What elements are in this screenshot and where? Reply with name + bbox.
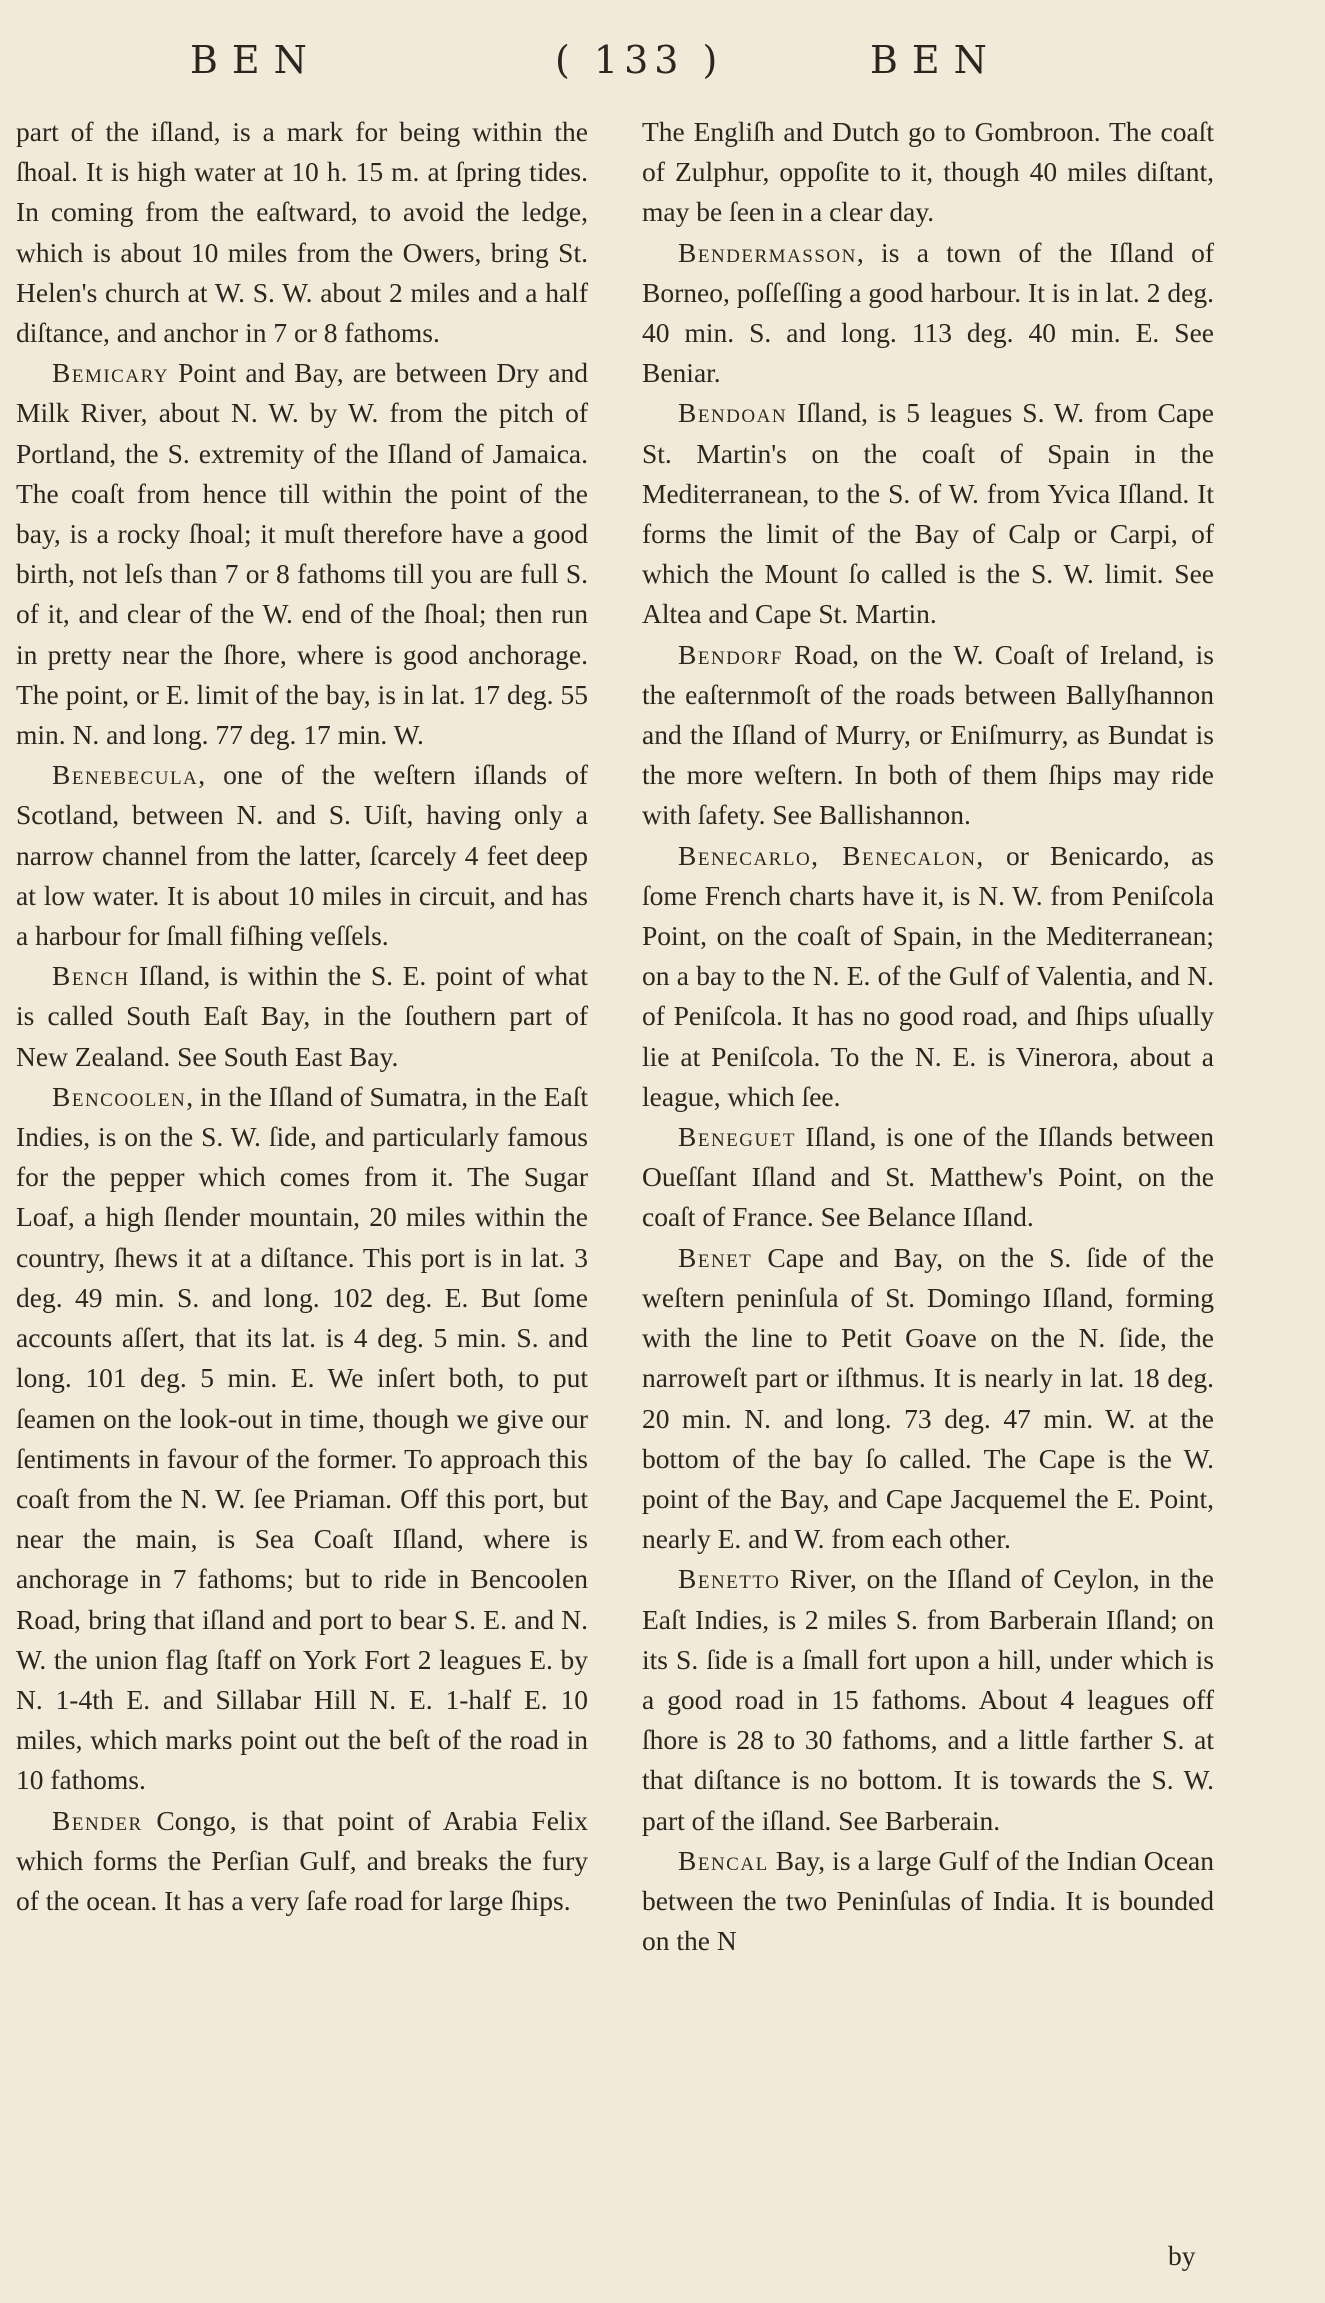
header-right-word: BEN — [870, 38, 1001, 82]
headword: Benebecula — [52, 759, 199, 791]
entry-bendorf: Bendorf Road, on the W. Coaſt of Ireland, is the eaſternmoſt of the roads between Ballyſhannon and the Iſland of Murry, or Eniſmurry, as Bundat is the more weſtern. In both of them ſhips may ride with ſafety. See Ballishannon. — [642, 638, 1214, 831]
entry-bendermasson: Bendermasson, is a town of the Iſland of Borneo, poſſeſſing a good harbour. It is in lat. 2 deg. 40 min. S. and long. 113 deg. 40 min. E. See Beniar. — [642, 236, 1214, 389]
entry-bench: Bench Iſland, is within the S. E. point of what is called South Eaſt Bay, in the ſouthern part of New Zealand. See South East Bay. — [16, 960, 588, 1072]
headword: Bendorf — [678, 638, 783, 670]
headword: Benecarlo, Benecalon, — [678, 839, 985, 871]
headword: Beneguet — [678, 1121, 796, 1153]
headword: Benet — [678, 1241, 753, 1273]
right-column — [642, 112, 1214, 1961]
headword: Benetto — [678, 1563, 781, 1595]
headword: Bender — [52, 1804, 143, 1836]
entry-bencoolen: Bencoolen, in the Iſland of Sumatra, in the Eaſt Indies, is on the S. W. ſide, and particularly famous for the pepper which comes from it. The Sugar Loaf, a high ſlender mountain, 20 miles within the country, ſhews it at a diſtance. This port is in lat. 3 deg. 49 min. S. and long. 102 deg. E. But ſome accounts aſſert, that its lat. is 4 deg. 5 min. S. and long. 101 deg. 5 min. E. We inſert both, to put ſeamen on the look-out in time, though we give our ſentiments in favour of the former. To approach this coaſt from the N. W. ſee Priaman. Off this port, but near the main, is Sea Coaſt Iſland, where is anchorage in 7 fathoms; but to ride in Bencoolen Road, bring that iſland and port to bear S. E. and N. W. the union flag ſtaff on York Fort 2 leagues E. by N. 1-4th E. and Sillabar Hill N. E. 1-half E. 10 miles, which marks point out the beſt of the road in 10 fathoms. — [16, 1080, 588, 1796]
entry-bender: Bender Congo, is that point of Arabia Felix which forms the Perſian Gulf, and breaks the fury of the ocean. It has a very ſafe road for large ſhips. — [16, 1804, 588, 1916]
catchword: by — [1168, 2240, 1196, 2271]
entry-bendoan: Bendoan Iſland, is 5 leagues S. W. from Cape St. Martin's on the coaſt of Spain in the Mediterranean, to the S. of W. from Yvica Iſland. It forms the limit of the Bay of Calp or Carpi, of which the Mount ſo called is the S. W. limit. See Altea and Cape St. Martin. — [642, 397, 1214, 630]
headword: Bencal — [678, 1844, 769, 1876]
headword: Bemicary — [52, 357, 169, 389]
running-header — [0, 38, 1325, 98]
page-number: ( 133 ) — [555, 38, 724, 82]
headword: Bench — [52, 960, 130, 992]
entry-bencal: Bencal Bay, is a large Gulf of the Indian Ocean between the two Peninſulas of India. It is bounded on the N — [642, 1844, 1214, 1957]
headword: Bendermasson — [678, 236, 857, 268]
headword: Bendoan — [678, 397, 788, 429]
entry-benetto: Benetto River, on the Iſland of Ceylon, in the Eaſt Indies, is 2 miles S. from Barberain Iſland; on its S. ſide is a ſmall fort upon a hill, under which is a good road in 15 fathoms. About 4 leagues off ſhore is 28 to 30 fathoms, and a little farther S. at that diſtance is no bottom. It is towards the S. W. part of the iſland. See Barberain. — [642, 1563, 1214, 1836]
entry-beneguet: Beneguet Iſland, is one of the Iſlands between Oueſſant Iſland and St. Matthew's Point, on the coaſt of France. See Belance Iſland. — [642, 1121, 1214, 1233]
entry-continued: part of the iſland, is a mark for being within the ſhoal. It is high water at 10 h. 15 m. at ſpring tides. In coming from the eaſtward, to avoid the ledge, which is about 10 miles from the Owers, bring St. Helen's church at W. S. W. about 2 miles and a half diſtance, and anchor in 7 or 8 fathoms. — [16, 116, 588, 349]
left-column — [16, 112, 588, 1921]
entry-benecarlo: Benecarlo, Benecalon, or Benicardo, as ſome French charts have it, is N. W. from Peniſcola Point, on the coaſt of Spain, in the Mediterranean; on a bay to the N. E. of the Gulf of Valentia, and N. of Peniſcola. It has no good road, and ſhips uſually lie at Peniſcola. To the N. E. is Vinerora, about a league, which ſee. — [642, 839, 1215, 1112]
entry-bemicary: Bemicary Point and Bay, are between Dry and Milk River, about N. W. by W. from the pitch of Portland, the S. extremity of the Iſland of Jamaica. The coaſt from hence till within the point of the bay, is a rocky ſhoal; it muſt therefore have a good birth, not leſs than 7 or 8 fathoms till you are full S. of it, and clear of the W. end of the ſhoal; then run in pretty near the ſhore, where is good anchorage. The point, or E. limit of the bay, is in lat. 17 deg. 55 min. N. and long. 77 deg. 17 min. W. — [16, 357, 588, 751]
header-left-word: BEN — [190, 38, 321, 82]
entry-benet: Benet Cape and Bay, on the S. ſide of the weſtern peninſula of St. Domingo Iſland, forming with the line to Petit Goave on the N. ſide, the narroweſt part or iſthmus. It is nearly in lat. 18 deg. 20 min. N. and long. 73 deg. 47 min. W. at the bottom of the bay ſo called. The Cape is the W. point of the Bay, and Cape Jacquemel the E. Point, nearly E. and W. from each other. — [642, 1241, 1214, 1555]
headword: Bencoolen — [52, 1080, 187, 1112]
entry-continued: The Engliſh and Dutch go to Gombroon. The coaſt of Zulphur, oppoſite to it, though 40 miles diſtant, may be ſeen in a clear day. — [642, 116, 1214, 228]
entry-benebecula: Benebecula, one of the weſtern iſlands of Scotland, between N. and S. Uiſt, having only a narrow channel from the latter, ſcarcely 4 feet deep at low water. It is about 10 miles in circuit, and has a harbour for ſmall fiſhing veſſels. — [16, 759, 588, 952]
